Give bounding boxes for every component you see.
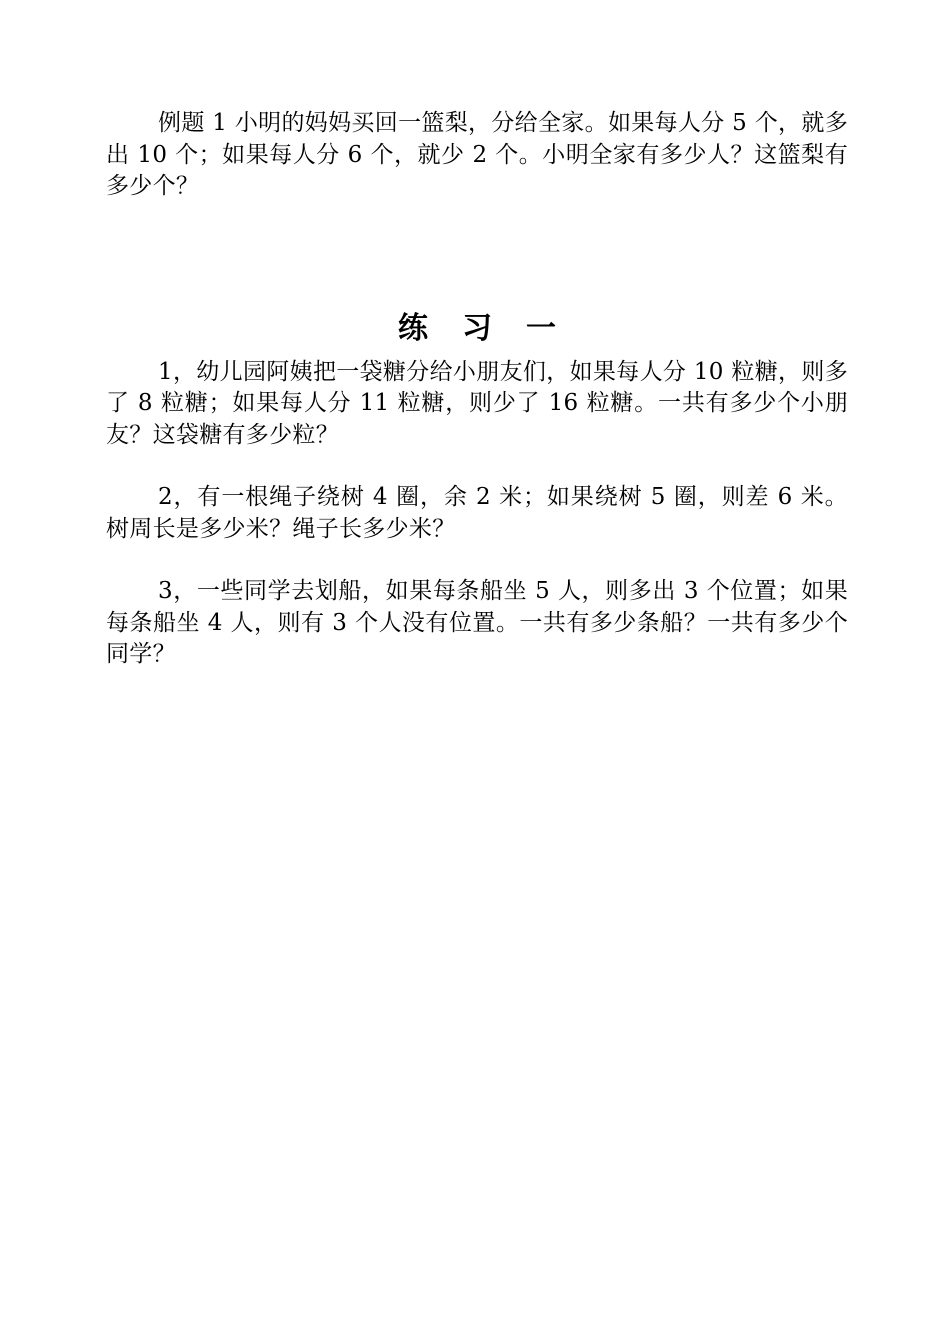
- exercise-3: 3，一些同学去划船，如果每条船坐 5 人，则多出 3 个位置；如果每条船坐 4 人，则有 3 个人没有位置。一共有多少条船？一共有多少个同学？: [106, 578, 848, 667]
- example-problem: 例题 1 小明的妈妈买回一篮梨，分给全家。如果每人分 5 个，就多出 10 个；如果每人分 6 个，就少 2 个。小明全家有多少人？这篮梨有多少个？: [106, 110, 848, 199]
- exercise-2: 2，有一根绳子绕树 4 圈，余 2 米；如果绕树 5 圈，则差 6 米。树周长是多少米？绳子长多少米？: [106, 484, 848, 542]
- section-title: 练习一: [398, 310, 590, 346]
- document-content: [106, 108, 848, 702]
- exercise-1: 1，幼儿园阿姨把一袋糖分给小朋友们，如果每人分 10 粒糖，则多了 8 粒糖；如果每人分 11 粒糖，则少了 16 粒糖。一共有多少个小朋友？这袋糖有多少粒？: [106, 358, 848, 448]
